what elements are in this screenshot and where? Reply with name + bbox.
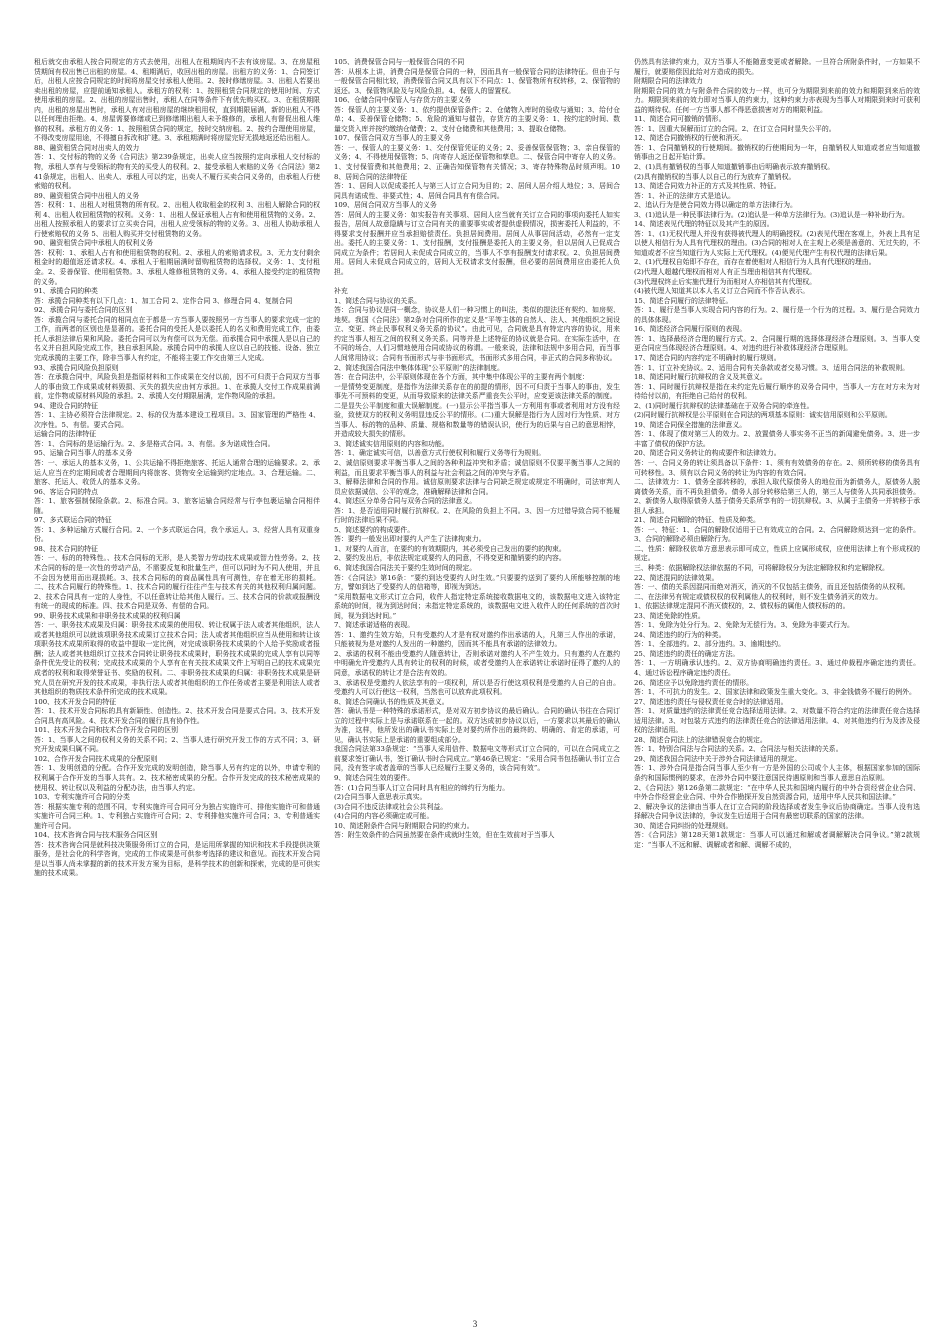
paragraph: 2、解决争议的法律由当事人在订立合同的阶段选择或者发生争议后协商确定。当事人没有选择解决合同争议法律的，争议发生后适用于合同有最密切联系的国家的法律。 (634, 802, 920, 821)
paragraph: 6、简述我国合同法关于要约生效时间的规定。 (334, 563, 477, 572)
paragraph: 12、简述合同撤销权的行使和消灭。 (634, 134, 747, 143)
paragraph: 附期限合同的效力与附条件合同的效力一样，也可分为期限到来前的效力和期限到来后的效力。期限到来前的效力即对当事人的约束力，这种约束力亦表现为当事人对期限到来时可获利益的期待权。任何一方当事人都不得恶意损害对方的期限利益。 (634, 86, 920, 114)
paragraph: 102、合作开发合同技术成果的分配原则 (34, 754, 158, 763)
paragraph: 答：合同与协议是同一概念，协议是人们一种习惯上的叫法，类似的提法还有契约、如房契、地契。我国《合同法》第2条对合同所作的定义是“平等主体的自然人、法人、其他组织之间设立、变更、终止民事权利义务关系的协议”。由此可见，合同就是具有特定内容的协议，用来约定当事人相互之间的权利义务关系。同等并是上述特征的协议就是合同。在实际生活中，在不同的场合，人们习惯地使用合同或协议的称谓。一般来说，法律和法规中多用合同，而当事人间常用协议；合同有书面形式与非书面形式，书面形式多用合同，非正式的合同多称协议。 (334, 306, 620, 362)
paragraph: 我国合同法第33条规定：“当事人采用信件、数据电文等形式订立合同的，可以在合同成立之前要求签订确认书，签订确认书时合同成立。”第46条已规定：“采用合同书包括确认书订立合同，没有签字或者盖章的当事人已经履行主要义务的，该合同有效”。 (334, 745, 620, 773)
paragraph: 4、简述区分单务合同与双务合同的法律意义。 (334, 497, 477, 506)
paragraph: 二是显失公平制度和重大误解制度。(一)显示公平指当事人一方利用有事或者利用对方没有经验，致使双方的权利义务明显违反公平的情形。(二)重大误解是指行为人因对行为性质、对方当事人、标的物的品种、质量、规格和数量等的错误认识，使行为的后果与自己的意思相悖，并造成较大损失的情形。 (334, 401, 620, 439)
paragraph: 98、技术合同的特征 (34, 544, 98, 553)
paragraph: 16、简述经济合同履行原则的表现。 (634, 325, 747, 334)
paragraph: 2、(1)同时履行抗辩权的法律基础在于双务合同的牵连性。 (634, 401, 814, 410)
paragraph: 答：1、履行是当事人实现合同内容的行为。2、履行是一个行为的过程。3、履行是合同效力的具体体现。 (634, 306, 920, 324)
paragraph: (2)具有撤销权的当事人以自己的行为放弃了撤销权。 (634, 172, 796, 181)
paragraph: 29、简述我国合同法中关于涉外合同法律适用的规定。 (634, 754, 802, 763)
paragraph: 答：一、合同义务的转让须具备以下条件：1、须有有效债务的存在。2、须所转移的债务具有可转移性。3、须有以合同义务的转让为内容的有效合同。 (634, 458, 920, 477)
paragraph: 答：1、合同撤销权的行使期间。撤销权的行使期间为一年，自撤销权人知道或者应当知道撤销事由之日起开始计算。 (634, 143, 920, 162)
paragraph: 9、简述合同生效的要件。 (334, 774, 415, 783)
paragraph: 答：一、承运人的基本义务，1、公共运输不得拒绝旅客、托运人通常合理的运输要求。2、承运人应当在约定期间或者合理期间内将旅客、货物安全运输到约定地点。3、合理运输。二、旅客、托运人、收货人的基本义务。 (34, 458, 320, 487)
paragraph: 99、职务技术成果和非职务技术成果的权利归属 (34, 611, 181, 620)
paragraph: 答：1、对质量违约的法律责任竞合选择适用法律。2、对数量不符合约定的法律责任竞合选择适用法律。3、对包装方式违约的法律责任竞合的法律适用法律。4、对其他违约行为及涉及侵权的法律适用。 (634, 707, 920, 735)
text-column-right (634, 58, 920, 1306)
paragraph: 答：1、特别合同法与合同法的关系。2、合同法与相关法律的关系。 (634, 745, 843, 754)
paragraph: 95、运输合同当事人的基本义务 (34, 449, 133, 458)
paragraph: 24、简述违约的行为的种类。 (634, 630, 726, 639)
paragraph: 1、依据法律规定混同不消灭债权的，2、债权标的属他人债权标的的。 (634, 602, 850, 611)
paragraph: 7、简述承诺适格的表现。 (334, 621, 415, 630)
paragraph: 25、简述违约的责任的确定方法。 (634, 649, 740, 658)
paragraph: 答：一、标的的特殊性。、技术合同标的无形，是人类智力劳动技术成果或智力性劳务。2、技术合同的标的是一次性的劳动产品，不需要反复和批量生产，但可以同时为不同人使用，并且不会因为使用而出现损耗。3、技术合同标的的商品属性具有可测性，存在着无形的损耗。二、技术合同履行的特殊性。1、技术合同的履行往往产生与技术有关的其他权利归属问题。2、技术合同具有一定的人身性，不以任意转让给其他人履行。三、技术合同的价款或报酬没有统一的现成的标准。四、技术合同是双务、有偿的合同。 (34, 554, 320, 611)
paragraph: 11、简述合同可撤销的情形。 (634, 115, 726, 124)
paragraph: 答：承揽合同种类有以下几点：1、加工合同 2、定作合同 3、修理合同 4、复制合同 (34, 296, 293, 305)
paragraph: 100、技术开发合同的特征 (34, 697, 117, 706)
paragraph: 15、简述合同履行的法律特征。 (634, 296, 733, 305)
paragraph: 20、简述合同义务转让的构成要件和法律效力。 (634, 449, 781, 458)
paragraph: 92、承揽合同与委托合同的区别 (34, 306, 133, 315)
paragraph: 答：1、当事人之间的权利义务的关系不同；2、当事人进行研究开发工作的方式不同；3、研究开发成果归属不同。 (34, 735, 320, 754)
paragraph: 答：《合同法》第16条：“要约到达受要约人时生效。”只要要约送到了要约人所能够控制的地方，譬如到达了受要约人的信箱等，即视为到达。 (334, 573, 620, 592)
text-column-left (34, 58, 320, 1306)
paragraph: 答：1、一方明确承认违约。2、双方协商明确违约责任。3、通过仲裁程序确定违约责任。4、通过诉讼程序确定违约责任。 (634, 659, 920, 677)
paragraph: 租后就交由承租人按合同规定的方式去使用，出租人在租期间内不去有该房屋。3、在房屋租赁期间有权出售已出租的房屋。4、租期满后，收回出租的房屋。出租方的义务：1、合同签订后，出租人应按合同规定的时间将房屋交付承租人使用。2、按时修缮房屋。3、出租人若要出卖出租的房屋，应提前通知承租人。承租方的权利：1、按照租赁合同规定的使用时间、方式使用承租的房屋。2、出租的房屋出售时，承租人在同等条件下有优先购买权。3、在租赁期限内，出租的房屋出售时，承租人有对出租房屋的继续租用权，直到期限届满，新的出租人不得以任何理由拒绝。4、房屋需要修缮或已到修缮期出租人未予维修的，承租人有督促出租人维修的权利。承租方的义务：1、按照租赁合同的规定，按时交纳房租。2、按约合理使用房屋，不得改变房屋用途，不得擅自拆改和扩建。3、承租期满时将房屋完好无损地返还给出租人。 (34, 58, 320, 143)
paragraph: 答：承揽合同与委托合同的相同点在于都是一方当事人要按照另一方当事人的要求完成一定的工作，而两者的区别也是显著的。委托合同的受托人是以委托人的名义和费用完成工作，由委托人承担法律后果和风险。委托合同可以为有偿可以为无偿。而承揽合同中承揽人是以自己的名义并自担风险完成工作，独自承担风险。承揽合同中的承揽人应以自己的技能、设备、独立完成承揽的主要工作，除非当事人有约定，不能将主要工作交由第三人完成。 (34, 315, 320, 362)
paragraph: 30、简述合同纠纷的处理规则。 (634, 821, 733, 830)
paragraph: 答：1、补正的法律方式是追认。 (634, 191, 735, 200)
paragraph: 91、承揽合同的种类 (34, 287, 98, 296)
paragraph: 2、(1)具有撤销权的当事人知道撤销事由后明确表示放弃撤销权。 (634, 163, 835, 172)
paragraph: 10、简述附条件合同与附期限合同的约束力。 (334, 821, 474, 830)
paragraph: 答：1、居间人以促成委托人与第三人订立合同为目的；2、居间人居介绍人地位；3、居间合同具有诺成性、非要式性；4、居间合同具有有偿合同。 (334, 182, 620, 200)
paragraph: 23、简述免除的性质。 (634, 611, 705, 620)
paragraph: 答：确认书是一种特殊的承诺形式，是对双方初步协议的最后确认。合同的确认书往在合同订立的过程中实际上是与承诺联系在一起的。双方达成初步协议以后，一方要求以其最后的确认为准，这样，他所发出的确认书实际上是对要约所作出的最终的、明确的、肯定的承诺，可见，确认书实际上是承诺的重要组成部分。 (334, 707, 620, 744)
paragraph: 17、简述合同的内容约定不明确时的履行规则。 (634, 353, 781, 362)
paragraph: (4)合同的内容必须确定或可能。 (334, 812, 434, 821)
paragraph: 2、《合同法》第126条第二款规定：“在中华人民共和国境内履行的中外合资经营企业合同、中外合作经营企业合同、中外合作勘探开发自然资源合同，适用中华人民共和国法律。” (634, 783, 920, 802)
paragraph: 21、简述合同解除的特征、性质及种类。 (634, 516, 760, 525)
paragraph: 90、融资租赁合同中承租人的权利义务 (34, 239, 154, 248)
paragraph: 3、(1)追认是一种民事法律行为。(2)追认是一种单方法律行为。(3)追认是一种补助行为。 (634, 210, 909, 219)
paragraph: 3、简述诚实信用原则的内容和功能。 (334, 439, 449, 448)
paragraph: 二、性质：解除权依单方意思表示即可成立，性质上应属形成权，应使用法律上有个形成权的规定。 (634, 544, 920, 563)
paragraph: 答：一、债的关系因混同而绝对消灭，消灭的不仅包括主债务，而且还包括债务的从权利。 (634, 583, 910, 592)
page-number: 3 (472, 1319, 478, 1329)
paragraph: 答：1、主协必须符合法律规定。2、标的仅为基本建设工程项目。3、国家管理的严格性 4、次序性。5、有偿。要式合同。 (34, 411, 320, 429)
paragraph: (2)代理人超越代理权而相对人有正当理由相信其有代理权。 (634, 268, 817, 277)
paragraph: (2)合同当事人意思表示真实。 (334, 793, 427, 802)
paragraph: 答：一、保管人的主要义务：1、交付保管凭证的义务；2、妥善保管保管物；3、亲自保管的义务；4、不得使用保管物；5、向寄存人返还保管物和孳息。二、保管合同中寄存人的义务。1、支付保管费和其他费用；2、正确告知保管物有关情况；3、寄存特殊物品时须声明。108、居间合同的法律特征 (334, 143, 620, 181)
paragraph: 2、要约发出后，非依法规定或要约人的同意，不得变更和撤销要约的内容。 (334, 554, 566, 563)
paragraph: 答：在合同法中，公平原则体现在各个方面，其中集中体现公平的主要有两个制度： (334, 373, 589, 382)
paragraph: “采用数据电文形式订立合同，收件人指定特定系统接收数据电文的，该数据电文进入该特定系统的时间，视为到达时间；未指定特定系统的，该数据电文进入收件人的任何系统的首次时间，视为到达时间。” (334, 592, 620, 620)
paragraph: 94、建设合同的特征 (34, 401, 98, 410)
paragraph: 附期限合同的法律效力 (634, 77, 703, 86)
paragraph: 106、仓储合同中保管人与存货方的主要义务 (334, 96, 472, 105)
paragraph: 答：保管人的主要义务：1、依约提供保管条件；2、仓储物入库时的验收与通知；3、给付仓单；4、妥善保管仓储物；5、危险的通知与催告，存货方的主要义务：1、按约定的时间、数量交货入库并按约缴纳仓储费；2、支付仓储费和其他费用；3、提取仓储物。 (334, 105, 620, 133)
paragraph: 二、在法律另有规定或债权权的权利属他人的权利时，则不发生债务消灭的效力。 (634, 592, 883, 601)
paragraph: 答：1、不可抗力的发生。2、国家法律和政策发生重大变化。3、非金钱债务不履行的例外。 (634, 688, 916, 697)
paragraph: 14、简述表见代理的特征以及其产生的原因。 (634, 220, 774, 229)
paragraph: 运输合同的法律特征 (34, 430, 97, 439)
paragraph: 答：1、选择最经济合理的履行方式。2、合同履行期的选择体现经济合理原则。3、当事人变更合同应当体现经济合理原则。4、对违约进行补救体现经济合理原则。 (634, 334, 920, 353)
paragraph: (2)同时履行抗辩权是公平原则在合同法的两项基本原则：诚实信用原则和公平原则。 (634, 411, 892, 420)
paragraph: 答：1、涉外合同是指合同当事人至少有一方是外国的公司或个人主体，根据国家参加的国际条约和国际惯例的要求，在涉外合同中要注意国民待遇原则和当事人意思自治原则。 (634, 764, 920, 783)
paragraph: 19、简述合同保全措施的法律意义。 (634, 420, 747, 429)
paragraph: 2、诚信原则要求平衡当事人之间的各种利益冲突和矛盾；诚信原则不仅要平衡当事人之间的利益，而且要求平衡当事人的利益与社会利益之间的冲突与矛盾。 (334, 458, 620, 477)
paragraph: 答：附生效条件的合同虽然要在条件成就时生效，但在生效前对于当事人 (334, 831, 555, 840)
paragraph: 答：1、确定诚实可信，以善意方式行使权利和履行义务等行为规则。 (334, 449, 546, 458)
paragraph: 答：1、免除为处分行为。2、免除为无偿行为。3、免除为非要式行为。 (634, 621, 854, 630)
paragraph: 96、客运合同的特点 (34, 487, 98, 496)
paragraph: 93、承揽合同风险负担原则 (34, 363, 119, 372)
paragraph: 27、简述违约责任与侵权责任竞合时的法律适用。 (634, 697, 788, 706)
paragraph: 答：1、合同标的是运输行为。2、多是格式合同。3、有偿。多为诺成性合同。 (34, 439, 275, 448)
paragraph: 107、保管合同双方当事人的主要义务 (334, 134, 451, 143)
paragraph: 答：1、订立补充协议。2、适用合同有关条款或者交易习惯。3、适用合同法的补救规则。 (634, 363, 909, 372)
paragraph: 5、简述要约的构成要件。 (334, 525, 415, 534)
paragraph: 答：技术咨询合同是就科技决策服务所订立的合同，是运用所掌握的知识和技术手段提供决策服务，是社会化的科学咨询，完成的工作成果是可供参考选择的建议和意见。而技术开发合同是以当事人尚未掌握的新的技术开发方案为目标，是科学技术的创新和探索，完成的是可供实施的技术成果。 (34, 840, 320, 878)
paragraph: 答：1、(1)无权代理人并没有获得被代理人的明确授权。(2)表见代理在客观上，外表上具有足以使人相信行为人具有代理权的理由。(3)合同的相对人在主观上必须是善意的、无过失的，不知道或者不应当知道行为人实际上无代理权。(4)便见代理产生有权代理的法律后果。 (634, 229, 920, 257)
paragraph: 补充 (334, 287, 348, 296)
paragraph: 三、种类：依据解除权法律依据的不同，可将解除权分为法定解除权和约定解除权。 (634, 563, 889, 572)
paragraph: 答：1、体现了债对第三人的效力。2、放置债务人事实务不正当的新闻避免债务。3、进一步丰富了债权的保护方法。 (634, 430, 920, 448)
paragraph: 二、法律效力：1、债务全部转移的，承担人取代原债务人的地位而为新债务人，原债务人脱离债务关系，而不再负担债务。债务人部分转移给第三人的，第三人与债务人共同承担债务。2、新债务人取得原债务人基于债务关系所享有的一切抗辩权。3、从属于主债务一并转移于承担人承担。 (634, 478, 920, 515)
paragraph: 答：要约一般发出即对要约人产生了法律拘束力。 (334, 535, 486, 544)
paragraph: 2、(1)代理权自始即不存在，而存在着使相对人相信行为人具有代理权的理由。 (634, 258, 876, 267)
paragraph: 一是情势变更制度，是指作为法律关系存在的前提的情形，因不可归责于当事人的事由，发生事先不可预料的变更，从而导致原来的法律关系严重丧失公平时，应变更该法律关系的制度。 (334, 382, 620, 401)
paragraph: 1、对要约人而言，在要约的有效期限内，其必须受自己发出的要约的拘束。 (334, 544, 566, 553)
paragraph: 答：居间人的主要义务：如实报告有关事项、居间人应当就有关订立合同的事项向委托人如实报告，居间人故意隐瞒与订立合同有关的重要事实或者提供虚假情况，损害委托人利益的，不得要求支付报酬并应当承担赔偿责任。负担居间费用。居间人从事居间活动，必然有一定支出。委托人的主要义务：1、支付报酬，支付报酬是委托人的主要义务，但以居间人已促成合同成立为条件；若居间人未促成合同成立的，当事人不享有报酬支付请求权。2、负担居间费用。居间人未促成合同成立的，居间人无权请求支付报酬，但必要的居间费用应由委托人负担。 (334, 210, 620, 277)
paragraph: 答：权利：1、承租人占有和使用租赁物的权利。2、承租人的索赔请求权。3、无力支付剩余租金时的超值返还请求权。4、承租人于租期届满时留购租赁物的选择权。义务：1、支付租金。2、妥善保管、使用租赁物。3、承租人维修租赁物的义务。4、承租人接受约定的租赁物的义务。 (34, 248, 320, 286)
paragraph: 答：1、技术开发合同标的具有新颖性、创造性。2、技术开发合同是要式合同。3、技术开发合同具有高风险。4、技术开发合同的履行具有协作性。 (34, 707, 320, 725)
paragraph: 答：1、发明创造的分配。合作开发完成的发明创造，除当事人另有约定的以外，申请专利的权利属于合作开发的当事人共有。2、技术秘密成果的分配。合作开发完成的技术秘密成果的使用权、转让权以及利益的分配办法，由当事人约定。 (34, 764, 320, 792)
paragraph: (4)被代理人知道其以本人名义订立合同而不作否认表示。 (634, 287, 810, 296)
paragraph: 答：1、是否适用同时履行抗辩权。2、在风险的负担上不同。3、因一方过错导致合同不能履行时的法律后果不同。 (334, 506, 620, 525)
paragraph: 3、解释法律和合同的作用。诚信原则要求法律与合同缺乏规定或规定不明确时，司法审判人员应依据诚信、公平的观念，准确解释法律和合同。 (334, 478, 620, 496)
paragraph: 22、简述混同的法律效果。 (634, 573, 719, 582)
paragraph: 答：1、邀约生效方始，只有受邀约人才是有权对邀约作出承诺的人，凡第三人作出的承诺，只能被视为是对邀约人发出的一种邀约，因而其不能具有承诺的法律效力。 (334, 630, 620, 649)
paragraph: 105、消费保管合同与一般保管合同的不同 (334, 58, 465, 66)
paragraph: 答：从根本上讲，消费合同是保管合同的一种，因而具有一般保管合同的法律特征。但由于与一般保管合同相比较，消费保管合同又具有以下不同点：1、保管物所有权转移，2、保管物的返还。3、保管物风险及与风险负担。4、保管人的留置权。 (334, 67, 620, 95)
paragraph (334, 278, 620, 288)
paragraph: 13、简述合同效力补正的方式及其性质、特征。 (634, 182, 781, 191)
paragraph: 2、承诺的权利不能由受邀约人随意转让，否则承诺对邀约人不产生效力。只有邀约人在邀约中明确允许受邀约人具有转让的权利的时候，或者受邀约人在承诺转让承诺时征得了邀约人的同意，承诺权的转让才是合法有效的。 (334, 649, 620, 677)
paragraph: 答：1、多种运输方式履行合同。2、一个多式联运合同，我个承运人。3、经营人具有双重身份。 (34, 525, 320, 544)
paragraph: 18、简述同时履行抗辩权的含义及其意义。 (634, 373, 767, 382)
paragraph: 仍然具有法律约束力，双方当事人不能随意变更或者解除。一旦符合所附条件时，一方如果不履行，就要赔偿因此给对方造成的损失。 (634, 58, 920, 76)
paragraph: 109、居间合同双方当事人的义务 (334, 201, 437, 210)
paragraph: 8、简述合同确认书的性质及其意义。 (334, 697, 449, 706)
paragraph: 答：1、同时履行抗辩权是指在未约定先后履行顺序的双务合同中，当事人一方在对方未为对待给付以前，有拒绝自己给付的权利。 (634, 382, 920, 401)
paragraph: 104、技术咨询合同与技术服务合同区别 (34, 831, 158, 840)
paragraph: 答：在承揽合同中，风险负担是指原材料和工作成果在交付以前，因不可归责于合同双方当事人的事由致工作成果或材料毁损、灭失的损失应由何方承担。1、在承揽人交付工作成果前满前，定作物或原材料风险的承担。2、承揽人交付期限届满，定作物风险的承担。 (34, 373, 320, 401)
paragraph: (3)代理权终止后实施代理行为而相对人亦相信其有代理权。 (634, 277, 817, 286)
paragraph: 答：一、特征：1、合同的解除仅适用于已有效成立的合同。2、合同解除须达到一定的条件。3、合同的解除必须由解除行为。 (634, 525, 920, 544)
paragraph: 答：(1)合同当事人订立合同时具有相应的缔约行为能力。 (334, 783, 510, 792)
paragraph: 26、简述应予以免除违约责任的情形。 (634, 678, 754, 687)
paragraph: 88、融资租赁合同对出卖人的效力 (34, 143, 140, 152)
paragraph: (3)合同不违反法律或社会公共利益。 (334, 802, 448, 811)
paragraph: 2、简述我国合同法中集体体现“公平原则”的法律制度。 (334, 363, 504, 372)
paragraph: 答：根据实施专利的范围不同，专利实施许可合同可分为独占实施许可、排他实施许可和普通实施许可合同三种。1、专利独占实施许可合同；2、专利排他实施许可合同；3、专利普通实施许可合同。 (34, 802, 320, 830)
paragraph: 3、承诺权是受邀约人依法享有的一项权利，所以是否行使这项权利是受邀约人自己的自由。受邀约人可以行使这一权利，当然也可以放弃此项权利。 (334, 678, 620, 697)
paragraph: 2、追认行为是使合同效力得以确定的单方法律行为。 (634, 201, 797, 210)
paragraph: 103、专利实施许可合同的分类 (34, 793, 130, 802)
paragraph: 答：《合同法》第128天第1款规定：当事人可以通过和解或者调解解决合同争议。”第2款规定：“当事人不远和解、调解或者和解、调解不成的， (634, 831, 920, 849)
paragraph: 28、简述合同法上的法律错误竞合的规定。 (634, 735, 767, 744)
paragraph: 101、技术开发合同和技术合作开发合同的区别 (34, 726, 179, 735)
paragraph: 1、简述合同与协议的关系。 (334, 296, 422, 305)
text-column-middle (334, 58, 620, 1306)
paragraph: 89、融资租赁合同中出租人的义务 (34, 191, 140, 200)
paragraph: 答：权利：1、出租人对租赁物的所有权。2、出租人收取租金的权利 3、出租人解除合同的权利 4、出租人收回租赁物的权利。义务：1、出租人保证承租人占有和使用租赁物的义务。2、出租人按照承租人的要求订立买卖合同，出租人应受领标的物的义务。3、出租人协助承租人行使索赔权的义务 5、出租人购买并交付租赁物的义务。 (34, 201, 320, 238)
paragraph: 答：一、职务技术成果及归属：职务技术成果的使用权、转让权属于法人或者其他组织，法人或者其他组织可以就该项职务技术成果订立技术合同；法人或者其他组织应当从使用和转让该项职务技术成果所取得的收益中提取一定比例，对完成该职务技术成果的个人给予奖励或者报酬；法人或者其他组织订立技术合同转让职务技术成果时，职务技术成果的完成人享有以同等条件优先受让的权利；完成技术成果的个人享有在有关技术成果文件上写明自己的技术成果完成者的权利和取得荣誉证书、奖励的权利。二、非职务技术成果的归属：非职务技术成果是研究人员在研究开发的技术成果，非执行法人或者其他组织的工作任务或者主要是利用法人或者其他组织的物质技术条件所完成的技术成果。 (34, 621, 320, 697)
document-page (34, 58, 920, 1306)
paragraph: 答：1、因重大误解而订立的合同。2、在订立合同时显失公平的。 (634, 124, 836, 133)
paragraph: 答：1、交付标的物的义务《合同法》第239条规定，出卖人应当按照约定向承租人交付标的物，承租人享有与受领标的物有关的买受人的权利。2、接受承租人索赔的义务《合同法》第241条规定，出租人、出卖人、承租人可以约定，出卖人不履行买卖合同义务的，由承租人行使索赔的权利。 (34, 153, 320, 191)
paragraph: 答：1、全部违约。2、部分违约。3、逾期违约。 (634, 640, 785, 649)
paragraph: 答：1、旅客强制保险条款。2、标准合同。3、旅客运输合同经常与行李包裹运输合同相伴随。 (34, 497, 320, 515)
paragraph: 97、多式联运合同的特征 (34, 516, 112, 525)
